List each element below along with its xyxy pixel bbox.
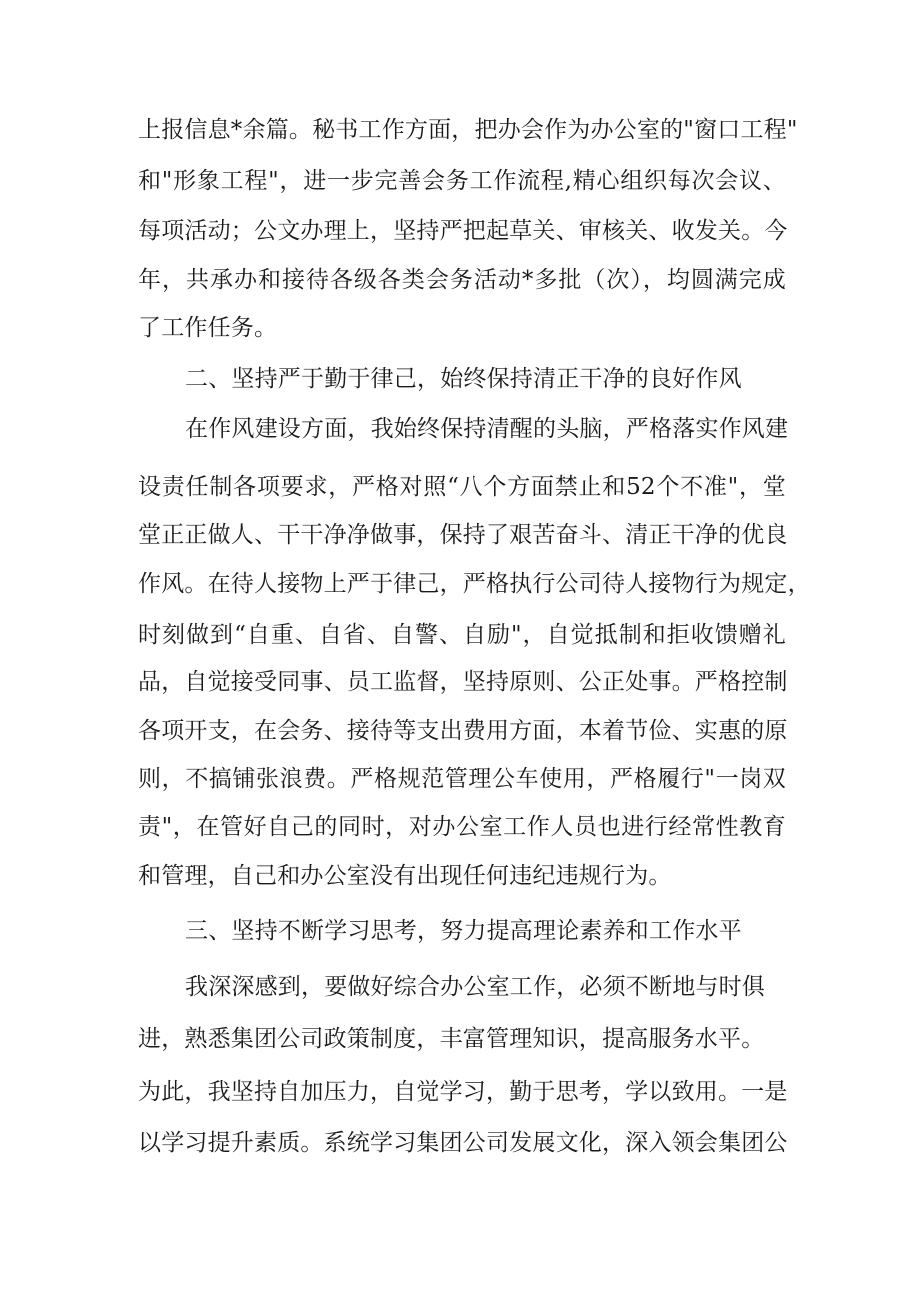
text-line-18: 我深深感到，要做好综合办公室工作，必须不断地与时俱 (185, 974, 765, 1000)
text-line-2: 和"形象工程"，进一步完善会务工作流程,精心组织每次会议、 (138, 168, 786, 194)
text-line-3: 每项活动；公文办理上，坚持严把起草关、审核关、收发关。今 (138, 218, 788, 244)
text-line-21: 以学习提升素质。系统学习集团公司发展文化，深入领会集团公 (138, 1130, 788, 1156)
text-line-10: 作风。在待人接物上严于律己，严格执行公司待人接物行为规定， (138, 571, 811, 597)
text-line-19: 进，熟悉集团公司政策制度，丰富管理知识，提高服务水平。 (138, 1026, 765, 1052)
text-line-5: 了工作任务。 (138, 315, 278, 341)
section-heading-2: 二、坚持严于勤于律己，始终保持清正干净的良好作风 (185, 366, 742, 392)
text-line-9: 堂正正做人、干干净净做事，保持了艰苦奋斗、清正干净的优良 (138, 522, 788, 548)
text-line-20: 为此，我坚持自加压力，自觉学习，勤于思考，学以致用。一是 (138, 1079, 788, 1105)
text-line-4: 年，共承办和接待各级各类会务活动*多批（次），均圆满完成 (138, 267, 786, 293)
section-heading-3: 三、坚持不断学习思考，努力提高理论素养和工作水平 (185, 918, 742, 944)
text-line-14: 则，不搞铺张浪费。严格规范管理公车使用，严格履行"一岗双 (138, 766, 786, 792)
text-line-1: 上报信息*余篇。秘书工作方面，把办会作为办公室的"窗口工程" (138, 117, 798, 143)
text-line-12: 品，自觉接受同事、员工监督，坚持原则、公正处事。严格控制 (138, 669, 788, 695)
text-line-15: 责"，在管好自己的同时，对办公室工作人员也进行经常性教育 (138, 814, 786, 840)
text-line-13: 各项开支，在会务、接待等支出费用方面，本着节俭、实惠的原 (138, 718, 788, 744)
text-line-16: 和管理，自己和办公室没有出现任何违纪违规行为。 (138, 863, 672, 889)
text-line-8: 设责任制各项要求，严格对照“八个方面禁止和52个不准"，堂 (138, 474, 786, 500)
text-line-11: 时刻做到“自重、自省、自警、自励"，自觉抵制和拒收馈赠礼 (138, 622, 786, 648)
text-line-7: 在作风建设方面，我始终保持清醒的头脑，严格落实作风建 (185, 416, 789, 442)
